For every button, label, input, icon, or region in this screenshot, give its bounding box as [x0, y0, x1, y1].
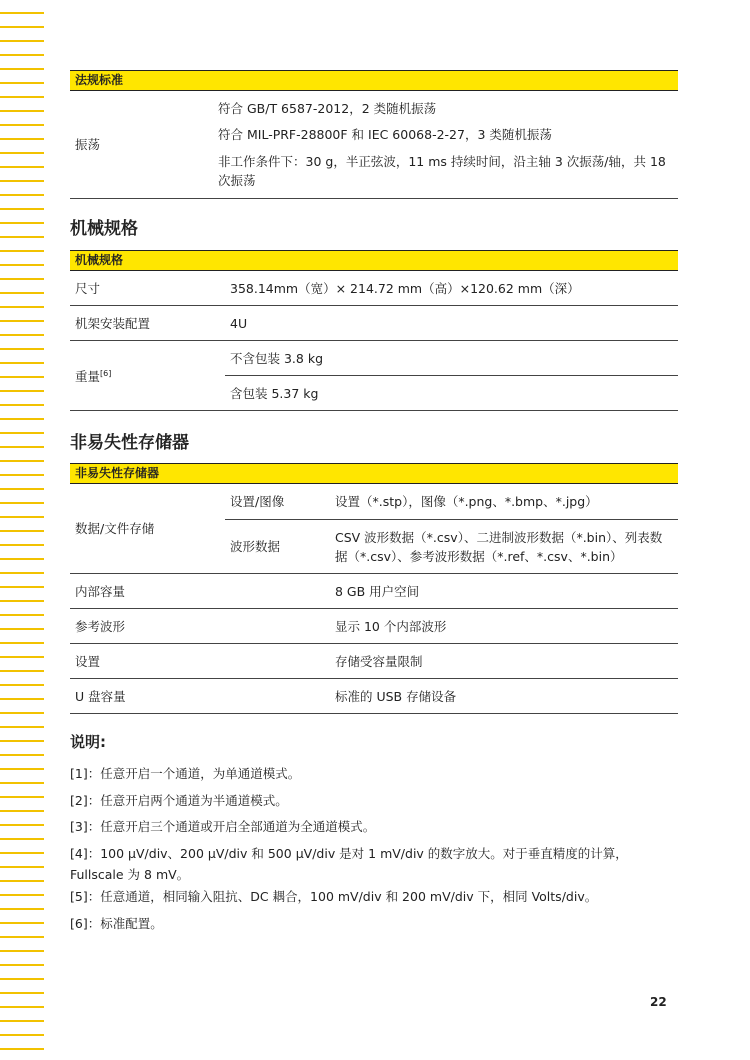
- regulatory-table: [70, 70, 678, 199]
- left-margin-decoration: [0, 0, 44, 1060]
- table-row: [70, 271, 678, 306]
- table-row: [70, 341, 678, 376]
- wave-value: CSV 波形数据（*.csv）、二进制波形数据（*.bin）、列表数据（*.csv）、参考波形数据（*.ref、*.csv、*.bin）: [330, 520, 678, 574]
- weight-label: 重量: [75, 369, 101, 385]
- note-2: [2]：任意开启两个通道为半通道模式。: [70, 793, 288, 808]
- note-6: [6]：标准配置。: [70, 916, 163, 931]
- setup-value: 设置（*.stp），图像（*.png、*.bmp、*.jpg）: [330, 484, 678, 520]
- table-header-row: [70, 71, 678, 91]
- table-header-row: [70, 464, 678, 484]
- mechanical-header: 机械规格: [70, 251, 678, 271]
- settings-label: 设置: [70, 644, 330, 679]
- weight-no-package: 不含包装 3.8 kg: [225, 341, 678, 376]
- weight-label-cell: [70, 341, 225, 411]
- table-row: [70, 609, 678, 644]
- ref-waveform-label: 参考波形: [70, 609, 330, 644]
- wave-sub-label: 波形数据: [225, 520, 330, 574]
- vibration-line-3: 非工作条件下：30 g，半正弦波，11 ms 持续时间，沿主轴 3 次振荡/轴，共 18 次振荡: [218, 154, 666, 188]
- usb-capacity-label: U 盘容量: [70, 679, 330, 714]
- note-4: [4]：100 μV/div、200 μV/div 和 500 μV/div 是对 1 mV/div 的数字放大。对于垂直精度的计算，Fullscale 为 8 mV。: [70, 846, 628, 882]
- section-title-mechanical: 机械规格: [70, 219, 138, 239]
- rack-label: 机架安装配置: [70, 306, 225, 341]
- setup-sub-label: 设置/图像: [225, 484, 330, 520]
- data-storage-label: 数据/文件存储: [70, 484, 225, 574]
- internal-capacity-label: 内部容量: [70, 574, 330, 609]
- internal-capacity-value: 8 GB 用户空间: [330, 574, 678, 609]
- table-row: [70, 574, 678, 609]
- settings-value: 存储受容量限制: [330, 644, 678, 679]
- regulatory-header: 法规标准: [70, 71, 678, 91]
- table-row: [70, 644, 678, 679]
- vibration-line-2: 符合 MIL-PRF-28800F 和 IEC 60068-2-27，3 类随机振荡: [218, 127, 552, 142]
- weight-package: 含包装 5.37 kg: [225, 376, 678, 411]
- note-3: [3]：任意开启三个通道或开启全部通道为全通道模式。: [70, 819, 376, 834]
- table-row: [70, 306, 678, 341]
- section-title-nvm: 非易失性存储器: [70, 433, 189, 453]
- size-value: 358.14mm（宽）× 214.72 mm（高）×120.62 mm（深）: [225, 271, 678, 306]
- table-header-row: [70, 251, 678, 271]
- nvm-header: 非易失性存储器: [70, 464, 678, 484]
- vibration-label: 振荡: [70, 91, 213, 199]
- usb-capacity-value: 标准的 USB 存储设备: [330, 679, 678, 714]
- nvm-table: [70, 463, 678, 714]
- note-1: [1]：任意开启一个通道，为单通道模式。: [70, 766, 301, 781]
- table-row: [70, 679, 678, 714]
- vibration-line-1: 符合 GB/T 6587-2012，2 类随机振荡: [218, 101, 437, 116]
- weight-footnote-ref: [6]: [100, 369, 112, 379]
- ref-waveform-value: 显示 10 个内部波形: [330, 609, 678, 644]
- notes-title: 说明:: [70, 733, 106, 751]
- table-row: [70, 91, 678, 199]
- table-row: [70, 484, 678, 520]
- note-5: [5]：任意通道，相同输入阻抗、DC 耦合，100 mV/div 和 200 mV/div 下，相同 Volts/div。: [70, 889, 598, 904]
- rack-value: 4U: [225, 306, 678, 341]
- mechanical-table: [70, 250, 678, 411]
- page-number: 22: [650, 995, 667, 1009]
- size-label: 尺寸: [70, 271, 225, 306]
